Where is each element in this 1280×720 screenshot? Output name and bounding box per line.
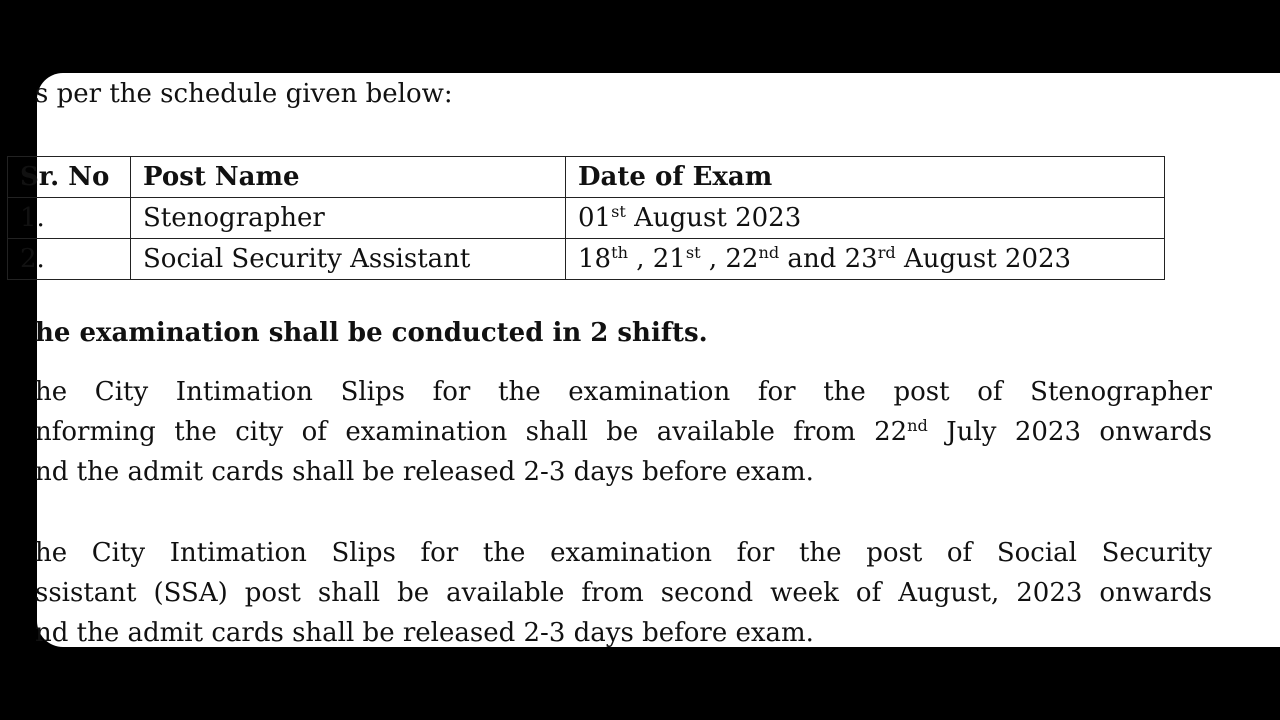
schedule-intro-text: s per the schedule given below: <box>35 79 453 109</box>
cell-post-name: Stenographer <box>131 198 566 239</box>
paragraph-line: nd the admit cards shall be released 2-3 days before exam. <box>35 618 814 648</box>
cell-exam-date <box>566 198 1165 239</box>
date-ordinal: rd <box>877 243 896 263</box>
date-part: 18 <box>578 244 612 274</box>
cell-sr-no: 2. <box>8 239 131 280</box>
table-header-row <box>8 157 1165 198</box>
paragraph-line: ssistant (SSA) post shall be available from second week of August, 2023 onwards <box>35 578 1212 608</box>
date-part: August 2023 <box>895 244 1072 274</box>
exam-schedule-table <box>7 156 1165 280</box>
date-rest: August 2023 <box>625 203 802 233</box>
paragraph-line: he City Intimation Slips for the examination for the post of Stenographer <box>35 377 1212 407</box>
line-text: July 2023 onwards <box>927 417 1213 447</box>
header-sr-no: Sr. No <box>8 157 131 198</box>
date-ordinal: st <box>685 243 701 263</box>
date-ordinal: th <box>611 243 628 263</box>
date-part: , 21 <box>627 244 686 274</box>
stenographer-intimation-paragraph <box>35 372 1212 492</box>
line-text: nforming the city of examination shall be available from 22 <box>35 417 908 447</box>
shifts-note: he examination shall be conducted in 2 shifts. <box>35 318 708 348</box>
table-row <box>8 239 1165 280</box>
cell-post-name: Social Security Assistant <box>131 239 566 280</box>
table-row <box>8 198 1165 239</box>
cell-exam-date <box>566 239 1165 280</box>
header-post-name: Post Name <box>131 157 566 198</box>
date-part: and 23 <box>779 244 878 274</box>
paragraph-line <box>35 412 1212 452</box>
date-ordinal: st <box>611 202 626 222</box>
date-part: , 22 <box>700 244 759 274</box>
document-page <box>20 73 1280 648</box>
paragraph-line: he City Intimation Slips for the examination for the post of Social Security <box>35 538 1212 568</box>
date-day: 01 <box>578 203 612 233</box>
paragraph-line: nd the admit cards shall be released 2-3 days before exam. <box>35 457 814 487</box>
ssa-intimation-paragraph <box>35 533 1212 653</box>
date-ordinal: nd <box>758 243 780 263</box>
cell-sr-no: 1. <box>8 198 131 239</box>
date-ordinal: nd <box>907 416 928 436</box>
header-date-of-exam: Date of Exam <box>566 157 1165 198</box>
